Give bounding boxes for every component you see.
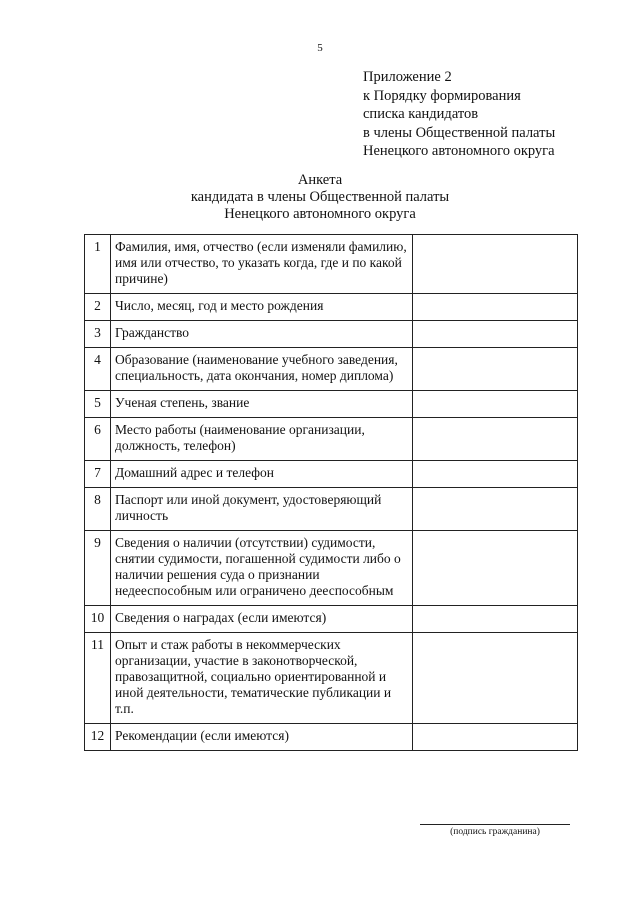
- table-row: [85, 235, 578, 294]
- table-row: [85, 531, 578, 606]
- questionnaire-table: [84, 234, 578, 751]
- row-number: 9: [85, 531, 111, 606]
- appendix-line: в члены Общественной палаты: [363, 124, 556, 141]
- row-label: Сведения о наличии (отсутствии) судимости, снятии судимости, погашенной судимости либо о наличии решения суда о признании недееспособным или ограничено дееспособным: [111, 531, 413, 606]
- row-value-field[interactable]: [413, 606, 578, 633]
- appendix-line: Приложение 2: [363, 69, 452, 85]
- row-label: Домашний адрес и телефон: [111, 461, 413, 488]
- appendix-header: [363, 68, 555, 161]
- table-row: [85, 348, 578, 391]
- table-row: [85, 461, 578, 488]
- row-number: 10: [85, 606, 111, 633]
- appendix-line: Ненецкого автономного округа: [363, 143, 555, 159]
- page-number: 5: [317, 42, 323, 54]
- appendix-line: списка кандидатов: [363, 106, 479, 122]
- table-row: [85, 418, 578, 461]
- row-value-field[interactable]: [413, 461, 578, 488]
- row-value-field[interactable]: [413, 235, 578, 294]
- row-number: 12: [85, 724, 111, 751]
- table-row: [85, 606, 578, 633]
- row-label: Ученая степень, звание: [111, 391, 413, 418]
- row-number: 2: [85, 294, 111, 321]
- row-label: Число, месяц, год и место рождения: [111, 294, 413, 321]
- form-title-line: Анкета: [297, 172, 343, 188]
- row-value-field[interactable]: [413, 531, 578, 606]
- row-value-field[interactable]: [413, 348, 578, 391]
- row-number: 3: [85, 321, 111, 348]
- table-row: [85, 321, 578, 348]
- table-row: [85, 633, 578, 724]
- row-label: Образование (наименование учебного заведения, специальность, дата окончания, номер диплома): [111, 348, 413, 391]
- table-row: [85, 294, 578, 321]
- row-label: Место работы (наименование организации, должность, телефон): [111, 418, 413, 461]
- row-value-field[interactable]: [413, 418, 578, 461]
- row-number: 1: [85, 235, 111, 294]
- form-title: [0, 172, 640, 223]
- row-number: 8: [85, 488, 111, 531]
- row-value-field[interactable]: [413, 321, 578, 348]
- signature-caption: (подпись гражданина): [450, 827, 540, 837]
- row-label: Фамилия, имя, отчество (если изменяли фамилию, имя или отчество, то указать когда, где и по какой причине): [111, 235, 413, 294]
- row-value-field[interactable]: [413, 391, 578, 418]
- row-value-field[interactable]: [413, 488, 578, 531]
- row-number: 4: [85, 348, 111, 391]
- row-value-field[interactable]: [413, 294, 578, 321]
- row-number: 11: [85, 633, 111, 724]
- form-title-line: кандидата в члены Общественной палаты: [190, 189, 450, 205]
- signature-line[interactable]: [420, 824, 570, 825]
- table-row: [85, 724, 578, 751]
- row-label: Рекомендации (если имеются): [111, 724, 413, 751]
- row-number: 6: [85, 418, 111, 461]
- row-value-field[interactable]: [413, 724, 578, 751]
- row-label: Опыт и стаж работы в некоммерческих организации, участие в законотворческой, правозащитной, социально ориентированной и иной деятельности, тематические публикации и т.п.: [111, 633, 413, 724]
- appendix-line: к Порядку формирования: [363, 87, 521, 104]
- row-label: Гражданство: [111, 321, 413, 348]
- row-value-field[interactable]: [413, 633, 578, 724]
- form-title-line: Ненецкого автономного округа: [224, 206, 416, 222]
- row-number: 7: [85, 461, 111, 488]
- table-row: [85, 391, 578, 418]
- row-label: Сведения о наградах (если имеются): [111, 606, 413, 633]
- table-row: [85, 488, 578, 531]
- row-label: Паспорт или иной документ, удостоверяющий личность: [111, 488, 413, 531]
- row-number: 5: [85, 391, 111, 418]
